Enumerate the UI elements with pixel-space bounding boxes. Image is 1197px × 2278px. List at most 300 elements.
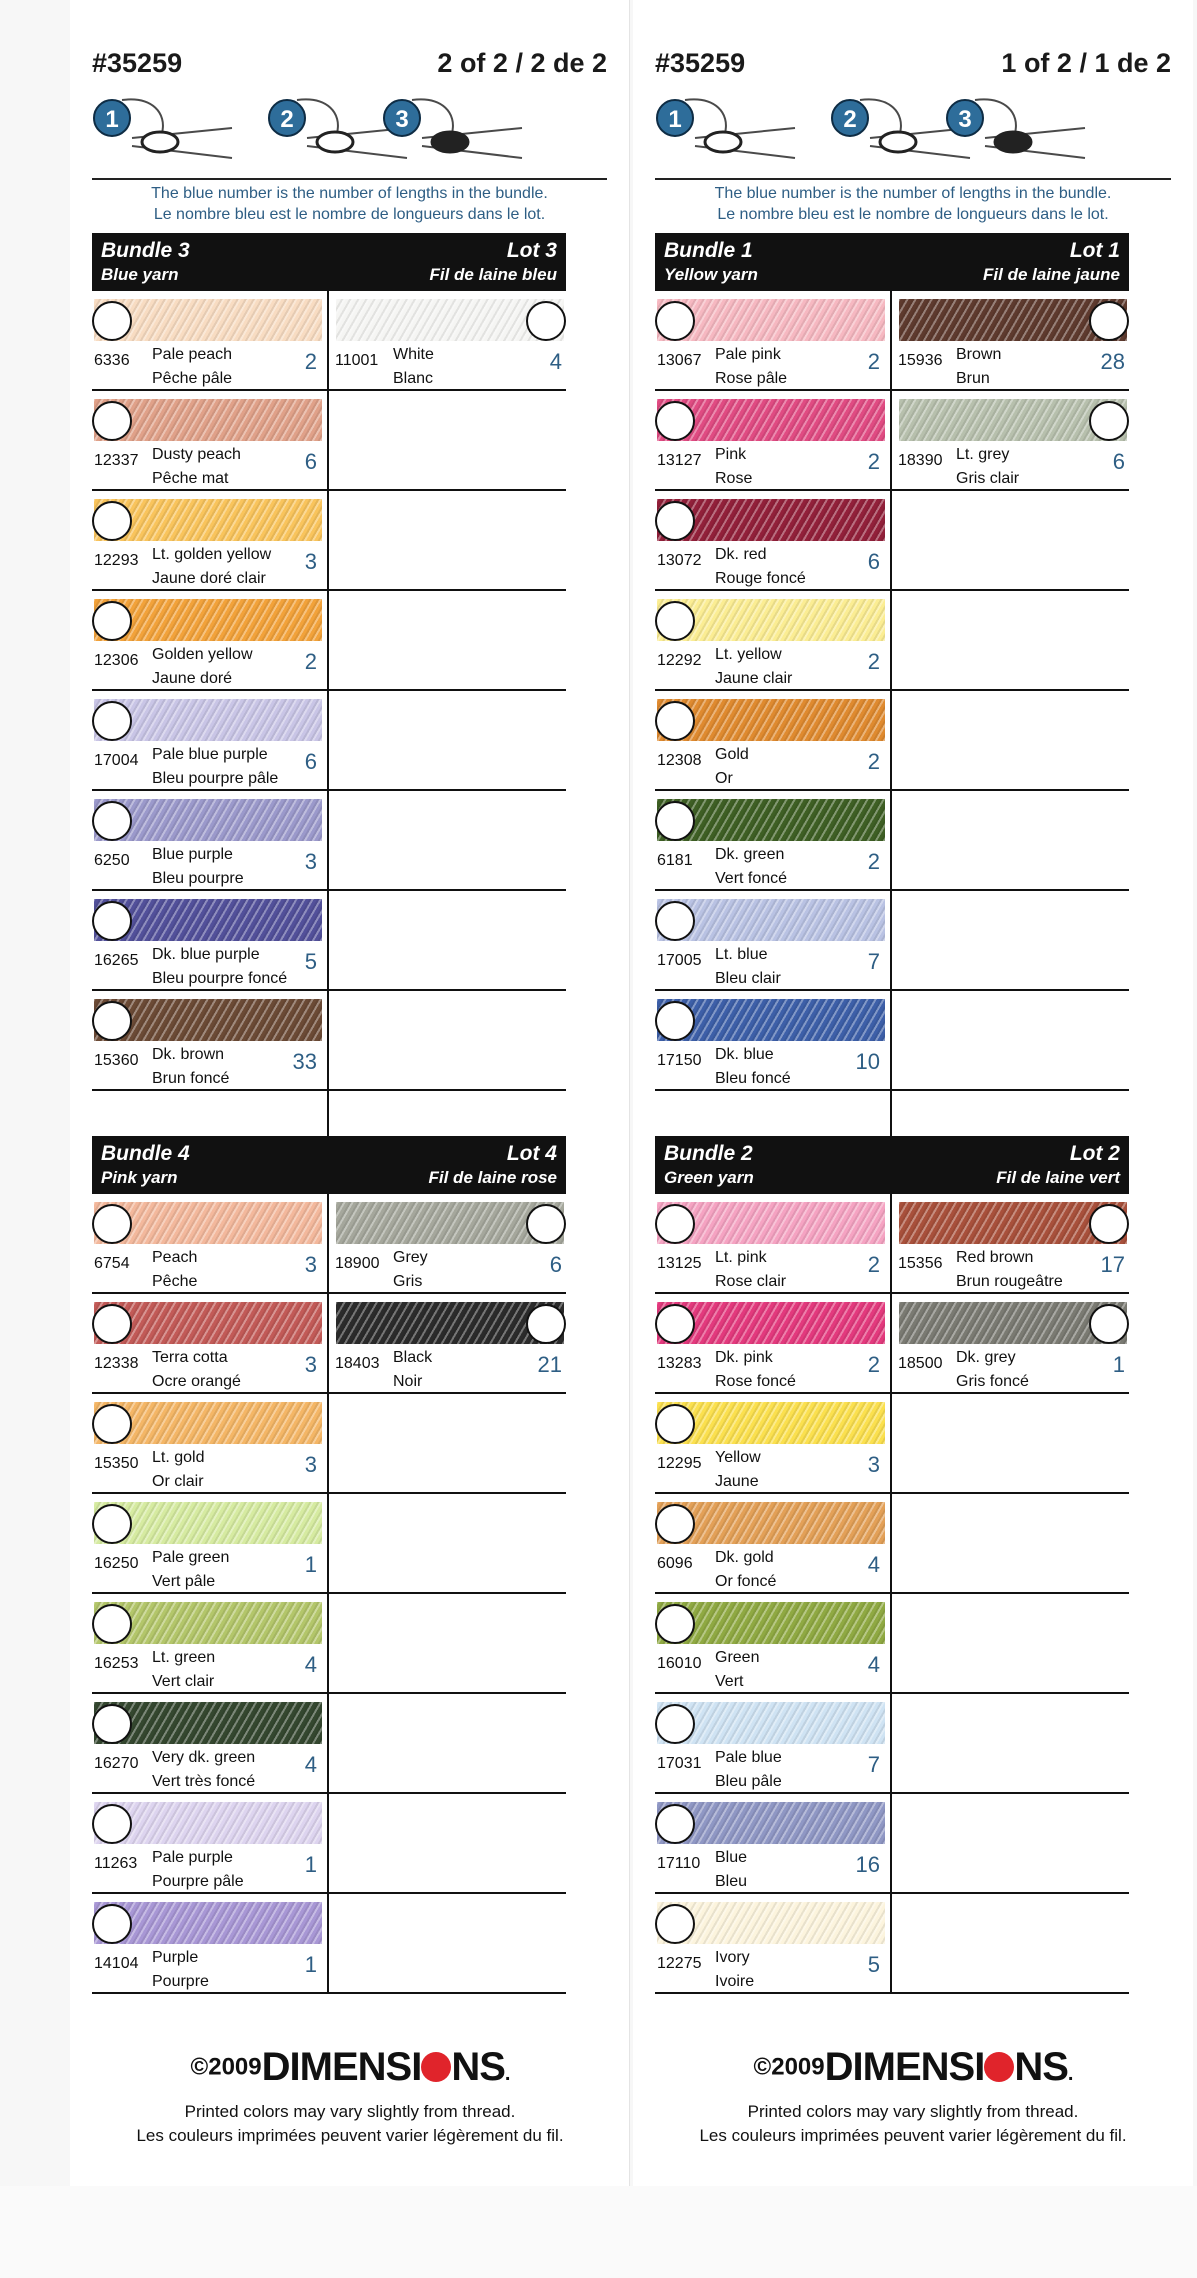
thread-name-fr: Rose pâle — [715, 370, 788, 387]
bundle-title: Bundle 2 — [664, 1142, 753, 1165]
thread-name-fr: Ivoire — [715, 1973, 755, 1990]
length-count: 5 — [867, 1952, 880, 1977]
length-count: 21 — [537, 1352, 562, 1377]
thread-name-en: Grey — [393, 1249, 428, 1266]
length-count: 16 — [855, 1852, 880, 1877]
length-count: 17 — [1100, 1252, 1125, 1277]
length-count: 7 — [867, 949, 880, 974]
yarn-strand — [685, 99, 795, 158]
thread-name-en: Dk. green — [715, 846, 785, 863]
hole-ring-icon — [655, 1204, 695, 1244]
thread-name-fr: Vert — [715, 1673, 744, 1690]
thread-code: 16265 — [94, 952, 139, 969]
thread-row — [92, 1394, 327, 1494]
length-count: 3 — [304, 849, 317, 874]
bundle-title: Bundle 4 — [101, 1142, 190, 1165]
thread-code: 16253 — [94, 1655, 139, 1672]
thread-name-en: Dusty peach — [152, 446, 241, 463]
empty-row — [329, 1394, 566, 1494]
thread-row — [892, 391, 1129, 491]
bundle-header — [92, 1136, 566, 1194]
logo-red-dot-icon — [984, 2052, 1014, 2082]
thread-names — [956, 1346, 1029, 1394]
thread-name-en: Terra cotta — [152, 1349, 228, 1366]
length-count: 28 — [1100, 349, 1125, 374]
thread-names — [152, 843, 244, 891]
page-indicator: 2 of 2 / 2 de 2 — [437, 48, 607, 78]
thread-code: 15350 — [94, 1455, 139, 1472]
disclaimer-fr: Les couleurs imprimées peuvent varier légèrement du fil. — [699, 2126, 1127, 2145]
thread-row — [92, 1794, 327, 1894]
empty-row — [892, 891, 1129, 991]
empty-row — [892, 791, 1129, 891]
thread-name-fr: Pêche mat — [152, 470, 229, 487]
hole-ring-icon — [655, 401, 695, 441]
knot-steps-graphic — [92, 88, 566, 178]
thread-name-en: Dk. grey — [956, 1349, 1016, 1366]
length-count: 2 — [867, 749, 880, 774]
thread-name-fr: Jaune — [715, 1473, 759, 1490]
thread-name-fr: Jaune doré clair — [152, 570, 266, 587]
length-count: 3 — [304, 1252, 317, 1277]
hole-ring-icon — [1089, 1304, 1129, 1344]
thread-name-en: Lt. gold — [152, 1449, 205, 1466]
card-header — [655, 48, 1171, 86]
knot-step-icon — [94, 99, 232, 158]
instruction-note — [92, 183, 607, 225]
empty-row — [892, 491, 1129, 591]
thread-name-fr: Brun rougeâtre — [956, 1273, 1063, 1290]
thread-name-en: Ivory — [715, 1949, 750, 1966]
logo-text-a: DIMENSI — [824, 2045, 985, 2089]
thread-name-en: Blue purple — [152, 846, 233, 863]
thread-code: 12292 — [657, 652, 702, 669]
thread-name-fr: Jaune clair — [715, 670, 793, 687]
thread-code: 6096 — [657, 1555, 693, 1572]
thread-names — [715, 1446, 761, 1494]
thread-names — [152, 1043, 229, 1091]
thread-row — [92, 291, 327, 391]
lot-title: Lot 4 — [506, 1142, 557, 1165]
thread-name-en: Dk. blue purple — [152, 946, 260, 963]
thread-row — [655, 1794, 890, 1894]
thread-row — [892, 1194, 1129, 1294]
thread-code: 13125 — [657, 1255, 702, 1272]
thread-row — [655, 891, 890, 991]
note-en: The blue number is the number of lengths in the bundle. — [714, 185, 1112, 202]
hole-ring-icon — [1089, 1204, 1129, 1244]
thread-name-fr: Noir — [393, 1373, 423, 1390]
thread-code: 12338 — [94, 1355, 139, 1372]
thread-code: 17110 — [657, 1855, 701, 1872]
thread-code: 14104 — [94, 1955, 139, 1972]
thread-name-en: Dk. gold — [715, 1549, 774, 1566]
thread-code: 13072 — [657, 552, 702, 569]
spacer-row — [892, 1091, 1129, 1141]
thread-row — [92, 1594, 327, 1694]
knot-instructions — [655, 88, 1129, 178]
thread-code: 17004 — [94, 752, 139, 769]
empty-row — [329, 1694, 566, 1794]
hole-ring-icon — [92, 1504, 132, 1544]
empty-row — [329, 1594, 566, 1694]
thread-names — [715, 843, 787, 891]
hole-ring-icon — [92, 501, 132, 541]
yarn-strand — [412, 99, 522, 158]
thread-code: 18403 — [335, 1355, 380, 1372]
thread-code: 17150 — [657, 1052, 702, 1069]
knot-step-icon — [657, 99, 795, 158]
thread-name-fr: Bleu pourpre — [152, 870, 244, 887]
thread-code: 12275 — [657, 1955, 702, 1972]
thread-name-fr: Brun foncé — [152, 1070, 230, 1087]
thread-names — [152, 1746, 255, 1794]
bundle-subtitle: Pink yarn — [101, 1168, 178, 1187]
instruction-note — [655, 183, 1171, 225]
bundle-section — [655, 233, 1129, 1141]
thread-names — [152, 343, 232, 391]
thread-row — [655, 691, 890, 791]
bundle-subtitle: Yellow yarn — [664, 265, 758, 284]
bundle-title-group — [664, 1140, 754, 1194]
lot-subtitle: Fil de laine jaune — [983, 265, 1120, 284]
thread-names — [715, 1246, 786, 1294]
length-count: 4 — [867, 1652, 880, 1677]
hole-ring-icon — [655, 1504, 695, 1544]
length-count: 2 — [867, 649, 880, 674]
empty-row — [892, 591, 1129, 691]
thread-grid — [655, 1194, 1129, 1994]
length-count: 6 — [867, 549, 880, 574]
thread-row — [655, 491, 890, 591]
length-count: 6 — [1112, 449, 1125, 474]
thread-name-fr: Gris — [393, 1273, 423, 1290]
thread-code: 12293 — [94, 552, 139, 569]
lot-title-group — [983, 237, 1120, 291]
copyright-year: ©2009 — [753, 2053, 825, 2081]
copyright-year: ©2009 — [190, 2053, 262, 2081]
length-count: 2 — [304, 349, 317, 374]
thread-name-en: Pale purple — [152, 1849, 233, 1866]
thread-names — [152, 643, 253, 691]
hole-ring-icon — [655, 1404, 695, 1444]
thread-name-fr: Vert foncé — [715, 870, 788, 887]
thread-name-fr: Vert clair — [152, 1673, 215, 1690]
thread-name-fr: Ocre orangé — [152, 1373, 241, 1390]
thread-name-en: Pale blue — [715, 1749, 782, 1766]
empty-row — [892, 1494, 1129, 1594]
thread-row — [92, 1294, 327, 1394]
thread-names — [715, 643, 792, 691]
thread-row — [92, 591, 327, 691]
thread-code: 17031 — [657, 1755, 702, 1772]
thread-row — [92, 491, 327, 591]
thread-name-fr: Vert pâle — [152, 1573, 216, 1590]
thread-code: 12337 — [94, 452, 139, 469]
lot-title-group — [429, 237, 557, 291]
thread-name-en: Golden yellow — [152, 646, 253, 663]
thread-names — [152, 1446, 204, 1494]
thread-name-fr: Bleu pourpre pâle — [152, 770, 279, 787]
bundle-header — [655, 233, 1129, 291]
thread-card-left — [70, 0, 630, 2186]
thread-names — [956, 343, 1001, 391]
thread-code: 13067 — [657, 352, 702, 369]
bundle-subtitle: Blue yarn — [101, 265, 179, 284]
thread-names — [715, 543, 806, 591]
thread-name-fr: Bleu foncé — [715, 1070, 791, 1087]
thread-name-fr: Or — [715, 770, 733, 787]
yarn-strand — [975, 99, 1085, 158]
hole-ring-icon — [1089, 401, 1129, 441]
hole-ring-icon — [92, 1604, 132, 1644]
thread-names — [715, 1746, 782, 1794]
empty-row — [329, 891, 566, 991]
thread-code: 13127 — [657, 452, 702, 469]
thread-name-fr: Or clair — [152, 1473, 204, 1490]
knot-step-icon — [947, 99, 1085, 158]
thread-name-en: Pale blue purple — [152, 746, 268, 763]
thread-name-en: Peach — [152, 1249, 198, 1266]
thread-row — [655, 991, 890, 1091]
thread-name-en: Dk. pink — [715, 1349, 773, 1366]
thread-names — [152, 443, 241, 491]
thread-names — [715, 1043, 791, 1091]
thread-grid — [92, 1194, 566, 1994]
length-count: 2 — [867, 1352, 880, 1377]
empty-row — [892, 691, 1129, 791]
thread-grid — [92, 291, 566, 1141]
hole-ring-icon — [92, 1704, 132, 1744]
spacer-row — [329, 1091, 566, 1141]
thread-column-left — [655, 291, 892, 1141]
thread-name-fr: Vert très foncé — [152, 1773, 256, 1790]
length-count: 2 — [867, 349, 880, 374]
logo-period: . — [504, 2063, 510, 2085]
thread-name-en: Yellow — [715, 1449, 761, 1466]
length-count: 5 — [304, 949, 317, 974]
disclaimer — [70, 2100, 630, 2148]
thread-name-en: Pale peach — [152, 346, 233, 363]
thread-names — [715, 343, 787, 391]
thread-names — [152, 1646, 215, 1694]
hole-ring-icon — [655, 601, 695, 641]
thread-row — [92, 991, 327, 1091]
thread-name-fr: Rouge foncé — [715, 570, 806, 587]
thread-name-en: Lt. golden yellow — [152, 546, 272, 563]
empty-row — [329, 691, 566, 791]
thread-name-en: Lt. green — [152, 1649, 216, 1666]
bundle-title: Bundle 1 — [664, 239, 753, 262]
length-count: 33 — [292, 1049, 317, 1074]
brand-line — [70, 2045, 630, 2090]
thread-row — [329, 1194, 566, 1294]
divider — [92, 178, 607, 180]
empty-row — [329, 1494, 566, 1594]
card-hole — [142, 132, 178, 152]
thread-name-fr: Pêche — [152, 1273, 198, 1290]
thread-name-en: Red brown — [956, 1249, 1034, 1266]
thread-name-fr: Pourpre — [152, 1973, 209, 1990]
thread-row — [655, 1194, 890, 1294]
bundle-section — [92, 1136, 566, 1994]
thread-name-en: White — [393, 346, 434, 363]
bundle-header — [92, 233, 566, 291]
thread-names — [393, 1346, 432, 1394]
thread-code: 12295 — [657, 1455, 702, 1472]
empty-row — [892, 1394, 1129, 1494]
dimensions-logo — [262, 2045, 510, 2089]
thread-names — [715, 943, 781, 991]
thread-name-en: Dk. blue — [715, 1046, 774, 1063]
thread-row — [92, 891, 327, 991]
step-number: 1 — [668, 106, 682, 133]
card-header — [92, 48, 607, 86]
hole-ring-icon — [526, 1304, 566, 1344]
thread-name-fr: Rose — [715, 470, 753, 487]
thread-name-fr: Bleu pâle — [715, 1773, 782, 1790]
thread-names — [715, 443, 752, 491]
thread-code: 15936 — [898, 352, 943, 369]
hole-ring-icon — [655, 1704, 695, 1744]
hole-ring-icon — [655, 301, 695, 341]
hole-ring-icon — [92, 1304, 132, 1344]
thread-row — [655, 391, 890, 491]
length-count: 4 — [304, 1752, 317, 1777]
thread-name-en: Dk. red — [715, 546, 767, 563]
spacer-row — [655, 1091, 890, 1141]
hole-ring-icon — [92, 1404, 132, 1444]
thread-names — [715, 1346, 796, 1394]
note-en: The blue number is the number of lengths in the bundle. — [151, 185, 548, 202]
knot-steps-graphic — [655, 88, 1129, 178]
thread-name-en: Lt. yellow — [715, 646, 782, 663]
thread-name-en: Lt. blue — [715, 946, 768, 963]
thread-row — [892, 1294, 1129, 1394]
note-fr: Le nombre bleu est le nombre de longueurs dans le lot. — [153, 206, 546, 223]
thread-card-right — [633, 0, 1193, 2186]
thread-names — [715, 1846, 747, 1894]
thread-column-left — [655, 1194, 892, 1994]
empty-row — [892, 1594, 1129, 1694]
thread-names — [152, 1246, 197, 1294]
hole-ring-icon — [1089, 301, 1129, 341]
yarn-strand — [122, 99, 232, 158]
empty-row — [892, 1794, 1129, 1894]
empty-row — [329, 591, 566, 691]
thread-code: 11001 — [335, 352, 379, 369]
thread-names — [152, 943, 287, 991]
thread-name-fr: Rose clair — [715, 1273, 787, 1290]
hole-ring-icon — [92, 1204, 132, 1244]
thread-name-fr: Gris clair — [956, 470, 1020, 487]
hole-ring-icon — [92, 401, 132, 441]
disclaimer-en: Printed colors may vary slightly from thread. — [747, 2102, 1079, 2121]
length-count: 4 — [549, 349, 562, 374]
disclaimer — [633, 2100, 1193, 2148]
hole-ring-icon — [526, 301, 566, 341]
thread-row — [655, 1894, 890, 1994]
empty-row — [892, 1694, 1129, 1794]
page-indicator: 1 of 2 / 1 de 2 — [1001, 48, 1171, 78]
thread-name-fr: Rose foncé — [715, 1373, 796, 1390]
thread-row — [92, 691, 327, 791]
length-count: 6 — [304, 749, 317, 774]
bundle-header — [655, 1136, 1129, 1194]
length-count: 2 — [304, 649, 317, 674]
logo-text-b: NS — [451, 2045, 505, 2089]
thread-name-fr: Jaune doré — [152, 670, 233, 687]
hole-ring-icon — [92, 1904, 132, 1944]
step-number: 3 — [395, 106, 409, 133]
thread-code: 16250 — [94, 1555, 139, 1572]
lot-title-group — [996, 1140, 1120, 1194]
thread-name-en: Pink — [715, 446, 747, 463]
length-count: 1 — [304, 1852, 317, 1877]
thread-names — [152, 1346, 241, 1394]
empty-row — [892, 991, 1129, 1091]
thread-name-en: Purple — [152, 1949, 199, 1966]
empty-row — [329, 791, 566, 891]
logo-red-dot-icon — [421, 2052, 451, 2082]
thread-name-fr: Brun — [956, 370, 990, 387]
bundle-section — [92, 233, 566, 1141]
thread-row — [329, 1294, 566, 1394]
thread-name-fr: Bleu clair — [715, 970, 781, 987]
thread-name-en: Gold — [715, 746, 749, 763]
hole-ring-icon — [92, 701, 132, 741]
dimensions-logo — [825, 2045, 1073, 2089]
thread-code: 6336 — [94, 352, 130, 369]
empty-row — [329, 391, 566, 491]
step-number: 1 — [105, 106, 119, 133]
thread-name-en: Brown — [956, 346, 1002, 363]
thread-row — [655, 591, 890, 691]
length-count: 2 — [867, 1252, 880, 1277]
thread-column-right — [892, 1194, 1129, 1994]
hole-ring-icon — [655, 701, 695, 741]
thread-row — [92, 1194, 327, 1294]
thread-name-en: Lt. grey — [956, 446, 1010, 463]
thread-code: 17005 — [657, 952, 702, 969]
hole-ring-icon — [655, 1001, 695, 1041]
thread-names — [956, 443, 1019, 491]
thread-row — [655, 291, 890, 391]
empty-row — [329, 991, 566, 1091]
empty-row — [329, 491, 566, 591]
empty-row — [329, 1794, 566, 1894]
hole-ring-icon — [92, 1001, 132, 1041]
card-hole — [705, 132, 741, 152]
thread-code: 12306 — [94, 652, 139, 669]
thread-names — [715, 1946, 754, 1994]
thread-row — [655, 1694, 890, 1794]
card-hole — [317, 132, 353, 152]
thread-code: 15356 — [898, 1255, 943, 1272]
hole-ring-icon — [655, 1904, 695, 1944]
bundle-subtitle: Green yarn — [664, 1168, 754, 1187]
scan-margin — [0, 2186, 1197, 2278]
bundle-title-group — [101, 237, 190, 291]
empty-row — [329, 1894, 566, 1994]
thread-code: 6181 — [657, 852, 693, 869]
logo-text-a: DIMENSI — [261, 2045, 422, 2089]
thread-names — [152, 743, 278, 791]
thread-name-fr: Blanc — [393, 370, 434, 387]
thread-row — [92, 1894, 327, 1994]
lot-title: Lot 2 — [1069, 1142, 1120, 1165]
bundle-title-group — [101, 1140, 190, 1194]
